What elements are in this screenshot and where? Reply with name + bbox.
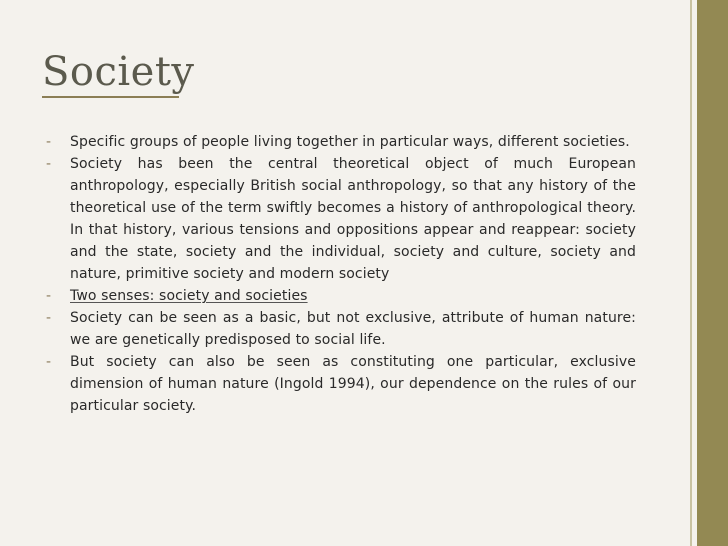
bullet-marker: - [46,156,52,172]
bullet-text: Society has been the central theoretical object of much European anthropology, especially British social anthropology, so that any history of the theoretical use of the term swiftly becomes a history of anthropological theory. In that history, various tensions and oppositions appear and reappear: society and the state, society and the individual, society and culture, society and nature, primitive society and modern society [70,156,636,282]
title-underline [42,96,179,98]
bullet-item [44,351,636,417]
bullet-text: But society can also be seen as constituting one particular, exclusive dimension of human nature (Ingold 1994), our dependence on the rules of our particular society. [70,354,636,414]
bullet-item [44,131,636,153]
bullet-text: Society can be seen as a basic, but not exclusive, attribute of human nature: we are genetically predisposed to social life. [70,310,636,348]
accent-bar [697,0,728,546]
slide-title: Society [42,49,195,95]
bullet-item [44,285,636,307]
bullet-marker: - [46,354,52,370]
bullet-marker: - [46,288,52,304]
bullet-marker: - [46,310,52,326]
bullet-marker: - [46,134,52,150]
bullet-item [44,307,636,351]
bullet-text: Specific groups of people living together in particular ways, different societies. [70,134,630,150]
accent-line [690,0,692,546]
bullet-text-underlined: Two senses: society and societies [70,288,308,304]
bullet-item [44,153,636,285]
bullet-list [44,131,636,417]
